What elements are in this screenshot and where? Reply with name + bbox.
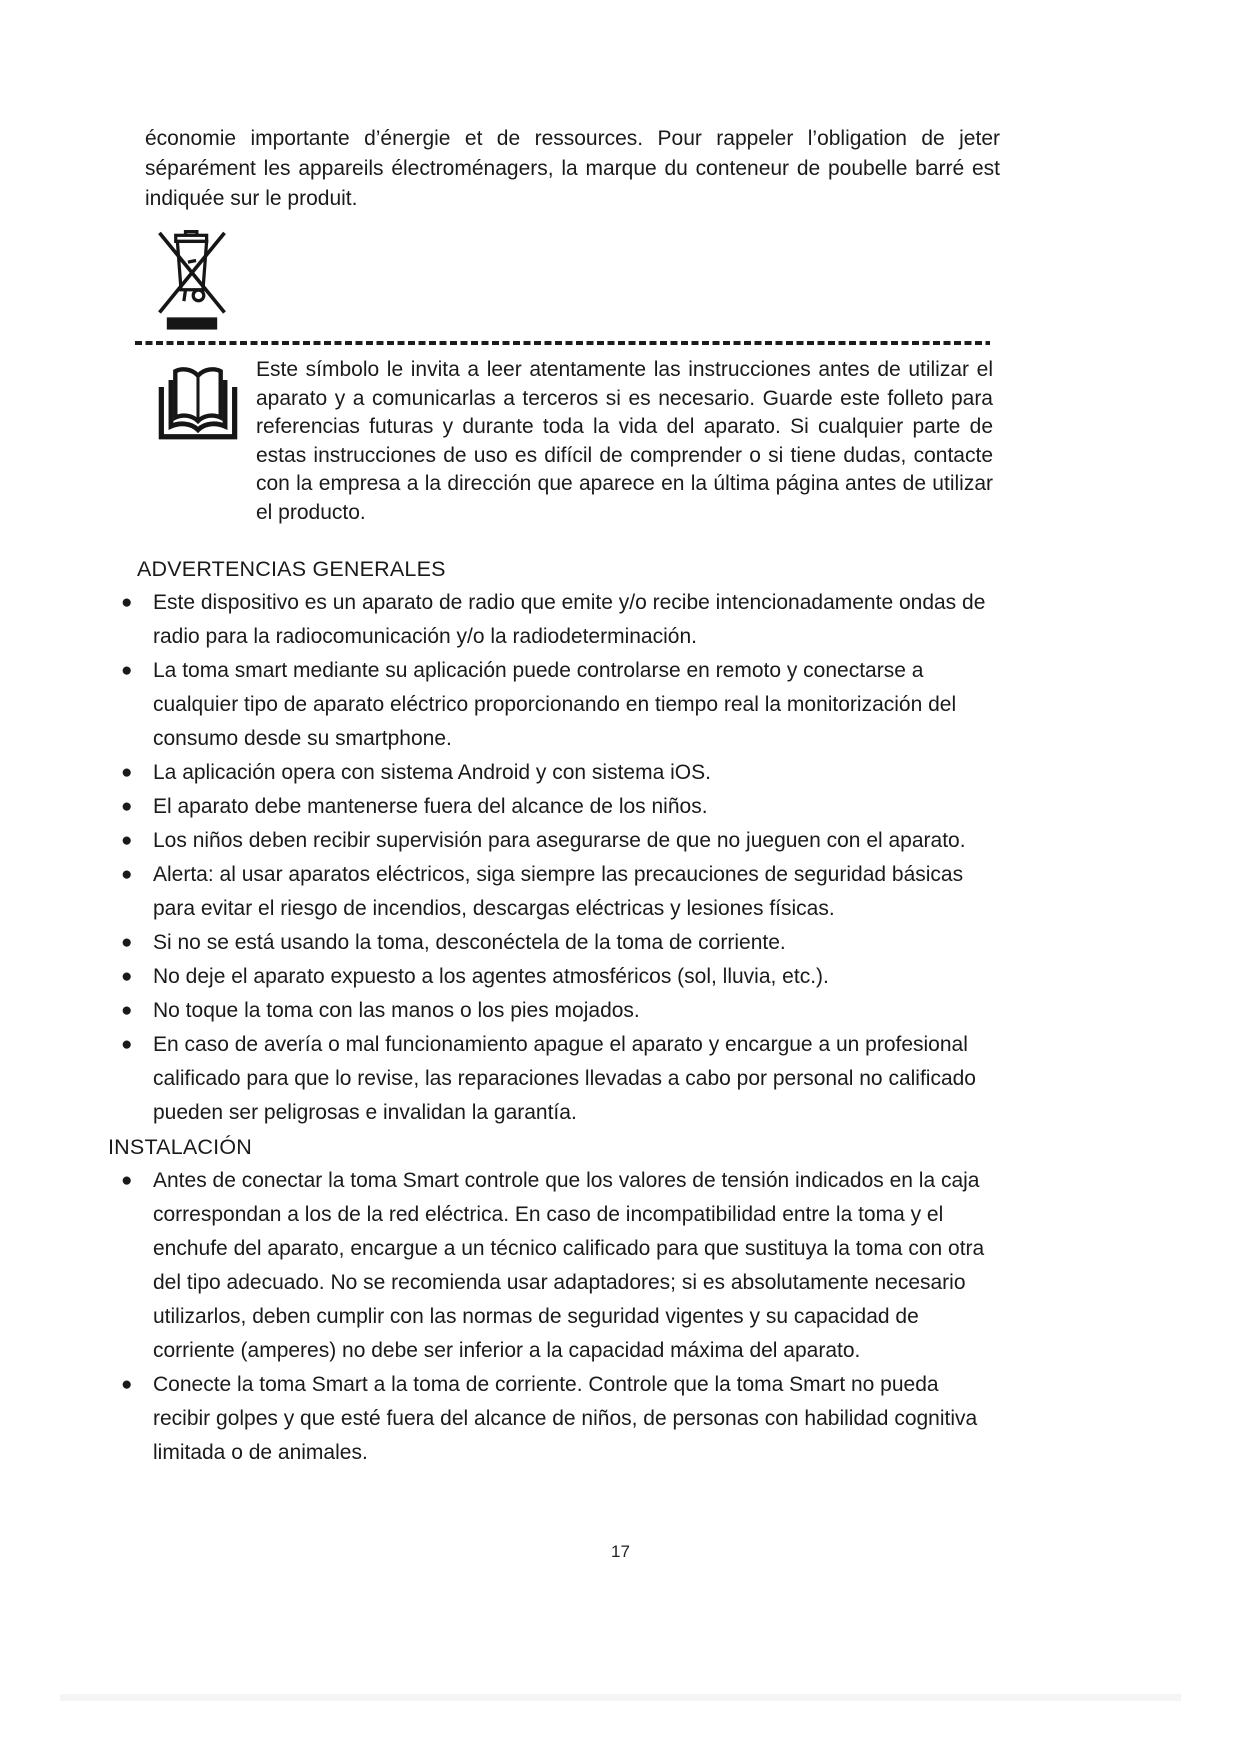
list-item-text: Antes de conectar la toma Smart controle que los valores de tensión indicados en la caja correspondan a los de la red eléctrica. En caso de incompatibilidad entre la toma y el enchufe del aparato, encargue a un técnico calificado para que sustituya la toma con otra del tipo adecuado. No se recomienda usar adaptadores; si es absolutamente necesario utilizarlos, deben cumplir con las normas de seguridad vigentes y su capacidad de corriente (amperes) no debe ser inferior a la capacidad máxima del aparato. [153,1168,985,1362]
list-item [108,790,992,824]
list-item [108,858,992,926]
bullet-marker: ● [121,761,133,783]
intro-paragraph-french: économie importante d’énergie et de ressources. Pour rappeler l’obligation de jeter séparément les appareils électroménagers, la marque du conteneur de poubelle barré est indiquée sur le produit. [145,127,1000,210]
list-item-text: La aplicación opera con sistema Android y con sistema iOS. [153,760,711,784]
list-item-text: En caso de avería o mal funcionamiento apague el aparato y encargue a un profesional calificado para que lo revise, las reparaciones llevadas a cabo por personal no calificado pueden ser peligrosas e invalidan la garantía. [153,1032,976,1124]
bullet-marker: ● [121,999,133,1021]
list-item [108,1164,992,1368]
bullet-marker: ● [121,1033,133,1055]
bullet-marker: ● [121,965,133,987]
list-item [108,1028,992,1130]
read-manual-row [108,356,1000,528]
manual-note-text: Este símbolo le invita a leer atentamente las instrucciones antes de utilizar el aparato y a comunicarlas a terceros si es necesario. Guarde este folleto para referencias futuras y durante toda la vida del aparato. Si cualquier parte de estas instrucciones de uso es difícil de comprender o si tiene dudas, contacte con la empresa a la dirección que aparece en la última página antes de utilizar el producto. [256,358,993,524]
bullet-marker: ● [121,863,133,885]
bullet-marker: ● [121,1373,133,1395]
bullet-marker: ● [121,659,133,681]
list-item [108,960,992,994]
section-heading-advertencias: ADVERTENCIAS GENERALES [137,556,446,581]
weee-crossed-bin-icon [148,228,236,332]
list-item-text: No deje el aparato expuesto a los agentes atmosféricos (sol, lluvia, etc.). [153,964,829,988]
list-item-text: No toque la toma con las manos o los pies mojados. [153,998,640,1022]
list-item-text: El aparato debe mantenerse fuera del alcance de los niños. [153,794,708,818]
advertencias-list [108,586,992,1130]
page-number: 17 [611,1542,630,1561]
list-item-text: La toma smart mediante su aplicación puede controlarse en remoto y conectarse a cualquier tipo de aparato eléctrico proporcionando en tiempo real la monitorización del consumo desde su smartphone. [153,658,957,750]
list-item [108,654,992,756]
list-item [108,994,992,1028]
list-item [108,1368,992,1470]
list-item [108,824,992,858]
section-heading-instalacion: INSTALACIÓN [108,1134,252,1159]
list-item-text: Si no se está usando la toma, desconéctela de la toma de corriente. [153,930,786,954]
bullet-marker: ● [121,829,133,851]
bullet-marker: ● [121,795,133,817]
scan-artifact-bar [60,1694,1181,1701]
list-item-text: Los niños deben recibir supervisión para asegurarse de que no jueguen con el aparato. [153,828,966,852]
list-item-text: Este dispositivo es un aparato de radio que emite y/o recibe intencionadamente ondas de radio para la radiocomunicación y/o la radiodeterminación. [153,590,986,648]
list-item [108,756,992,790]
instalacion-list [108,1164,992,1470]
list-item [108,586,992,654]
page-content [108,124,1000,1470]
list-item [108,926,992,960]
list-item-text: Conecte la toma Smart a la toma de corriente. Controle que la toma Smart no pueda recibir golpes y que esté fuera del alcance de niños, de personas con habilidad cognitiva limitada o de animales. [153,1372,978,1464]
list-item-text: Alerta: al usar aparatos eléctricos, siga siempre las precauciones de seguridad básicas para evitar el riesgo de incendios, descargas eléctricas y lesiones físicas. [153,862,964,920]
bullet-marker: ● [121,591,133,613]
dashed-separator [135,341,990,345]
bullet-marker: ● [121,931,133,953]
open-book-icon [150,356,246,446]
bullet-marker: ● [121,1169,133,1191]
